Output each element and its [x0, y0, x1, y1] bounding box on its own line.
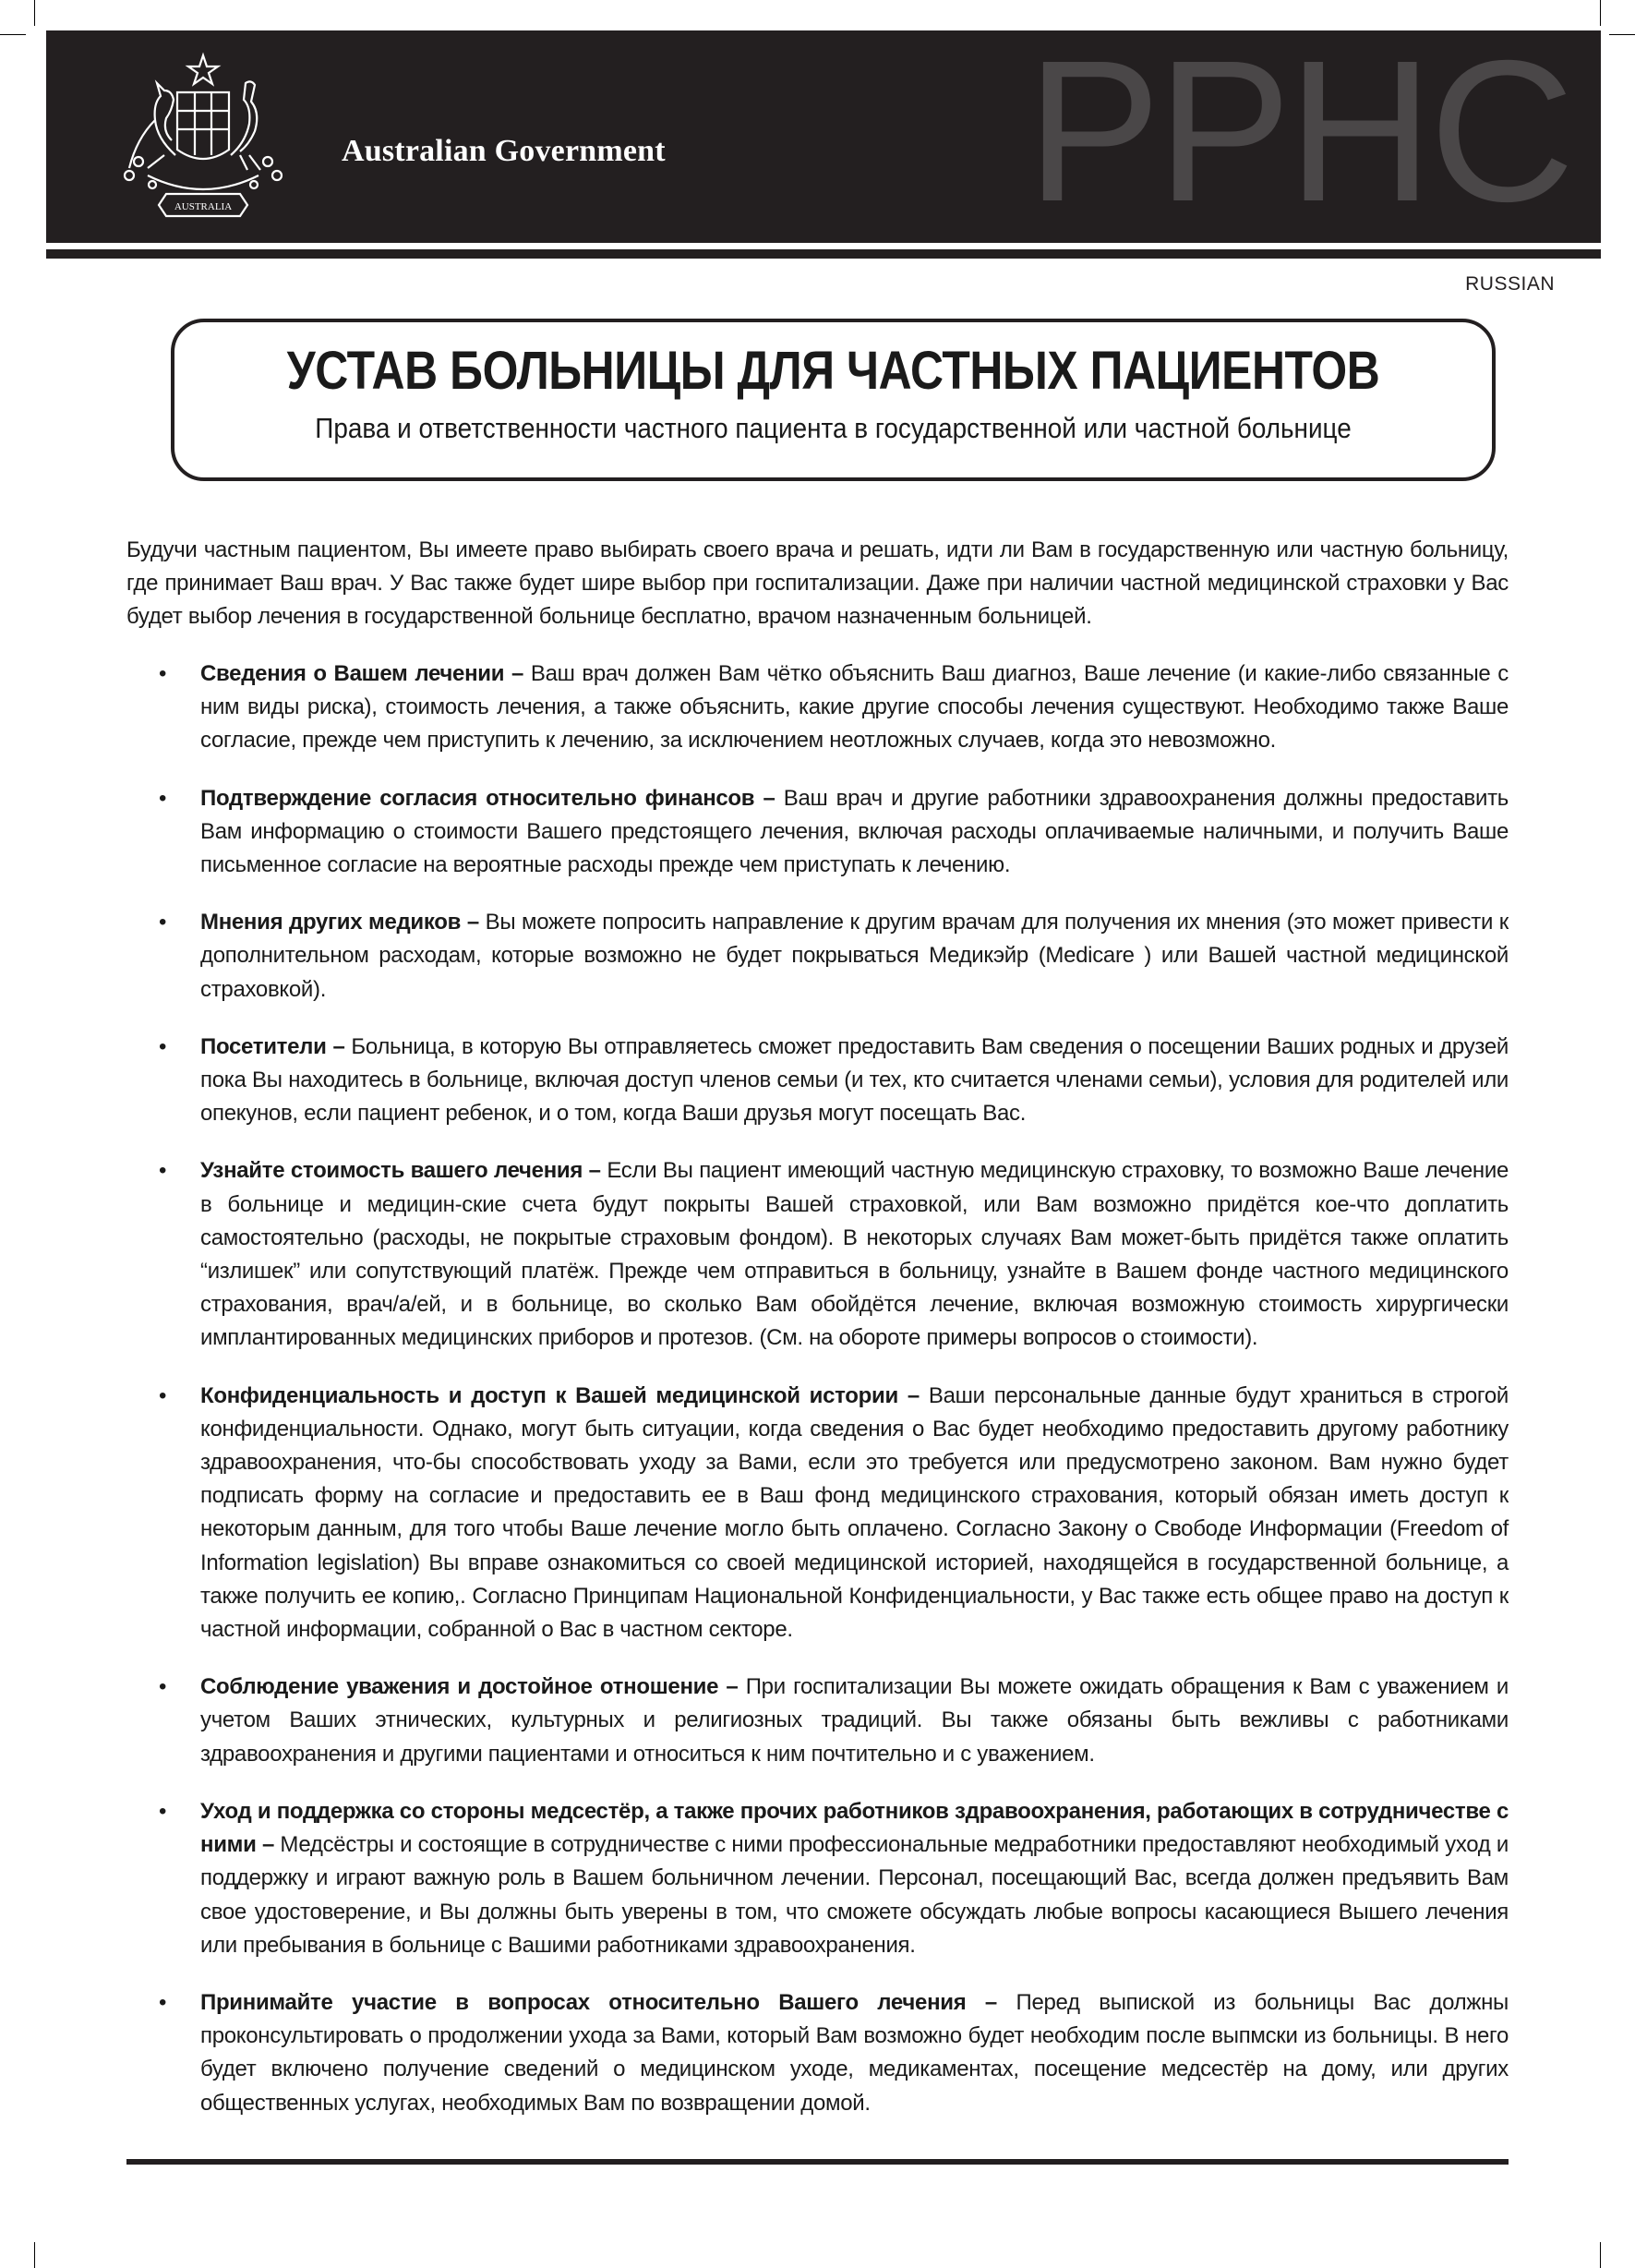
bullet: • [159, 1382, 167, 1408]
item-heading: Уход и поддержка со стороны медсестёр, а также прочих работников здравоохранения, работающих в сотрудничестве с ними – [200, 1798, 1509, 1858]
language-label: RUSSIAN [1465, 273, 1555, 295]
intro-paragraph: Будучи частным пациентом, Вы имеете право выбирать своего врача и решать, идти ли Вам в государственную или частную больницу, где принимает Ваш врач. У Вас также будет шире выбор при госпитализации. Даже при наличии частной медицинской страховки у Вас будет выбор лечения в государственной больнице бесплатно, врачом назначенным больницей. [126, 537, 1509, 629]
item-text: При госпитализации Вы можете ожидать обращения к Вам с уважением и учетом Ваших этнических, культурных и религиозных традиций. Вы также обязаны быть вежливы с работниками здравоохранения и другими пациентами и относиться к ним почтительно и с уважением. [200, 1674, 1509, 1767]
page-subtitle: Права и ответственности частного пациента в государственной или частной больнице [315, 412, 1352, 444]
item-text: Медсёстры и состоящие в сотрудничестве с ними профессиональные медработники предоставляют необходимый уход и поддержку и играют важную роль в Вашем больничном лечении. Персонал, посещающий Вас, всегда должен предъявить Вам свое удостоверение, и Вы должны быть уверены в том, что сможете обсуждать любые вопросы касающиеся Вышего лечения или пребывания в больнице с Вашими работниками здравоохранения. [200, 1832, 1509, 1958]
crop-mark [1600, 2242, 1601, 2268]
bullet: • [159, 1798, 167, 1824]
header-rule [46, 249, 1601, 259]
page-title: УСТАВ БОЛЬНИЦЫ ДЛЯ ЧАСТНЫХ ПАЦИЕНТОВ [286, 341, 1380, 401]
crop-mark [1600, 0, 1601, 26]
item-heading: Мнения других медиков – [200, 910, 479, 935]
program-code: PPHC [1027, 19, 1571, 244]
list-item [126, 1380, 1509, 1647]
bullet: • [159, 785, 167, 811]
item-text: Ваш врач и другие работники здравоохранения должны предоставить Вам информацию о стоимости Вашего предстоящего лечения, включая расходы оплачиваемые наличными, и получить Ваше письменное согласие на вероятные расходы прежде чем приступать к лечению. [200, 785, 1509, 878]
list-item [126, 1031, 1509, 1131]
list-item [126, 906, 1509, 1007]
list-item [126, 1986, 1509, 2120]
crop-mark [1609, 34, 1635, 35]
bullet: • [159, 661, 167, 686]
rights-list [126, 657, 1509, 2144]
list-item [126, 1795, 1509, 1962]
title-box [171, 319, 1496, 481]
list-item [126, 1671, 1509, 1771]
item-heading: Посетители – [200, 1033, 345, 1059]
list-item [126, 782, 1509, 883]
bullet: • [159, 1033, 167, 1059]
item-heading: Принимайте участие в вопросах относительно Вашего лечения – [200, 1989, 997, 2015]
crop-mark [34, 0, 35, 26]
item-text: Если Вы пациент имеющий частную медицинскую страховку, то возможно Ваше лечение в больнице и медицин-ские счета будут покрыты Вашей страховкой, или Вам возможно придётся кое-что доплатить самостоятельно (расходы, не покрытые страховым фондом). В некоторых случаях Вам может-быть придётся также оплатить “излишек” или сопутствующий платёж. Прежде чем отправиться в больницу, узнайте в Вашем фонде частного медицинского страхования, врач/а/ей, и в больнице, во сколько Вам обойдётся лечение, включая возможную стоимость хирургически имплантированных медицинских приборов и протезов. (См. на обороте примеры вопросов о стоимости). [200, 1158, 1509, 1351]
bullet: • [159, 910, 167, 935]
footer-rule [126, 2159, 1509, 2165]
item-heading: Конфиденциальность и доступ к Вашей медицинской истории – [200, 1382, 920, 1408]
bullet: • [159, 1674, 167, 1700]
item-heading: Подтверждение согласия относительно финансов – [200, 785, 775, 811]
list-item [126, 1154, 1509, 1355]
government-name: Australian Government [342, 134, 666, 168]
bullet: • [159, 1158, 167, 1184]
bullet: • [159, 1989, 167, 2015]
coat-of-arms-icon [92, 46, 314, 222]
item-text: Перед выпиской из больницы Вас должны проконсультировать о продолжении ухода за Вами, который Вам возможно будет необходим после выпмски из больницы. В него будет включено получение сведений о медицинском уходе, медикаментах, посещение медсестёр на дому, или других общественных услугах, необходимых Вам по возвращении домой. [200, 1989, 1509, 2116]
list-item [126, 657, 1509, 758]
item-heading: Соблюдение уважения и достойное отношение – [200, 1674, 739, 1700]
item-heading: Узнайте стоимость вашего лечения – [200, 1158, 601, 1184]
item-heading: Сведения о Вашем лечении – [200, 661, 524, 686]
item-text: Вы можете попросить направление к другим врачам для получения их мнения (это может привести к дополнительном расходам, которые возможно не будет покрываться Медикэйр (Medicare ) или Вашей частной медицинской страховкой). [200, 910, 1509, 1002]
item-text: Ваш врач должен Вам чётко объяснить Ваш диагноз, Ваше лечение (и какие-либо связанные с ним виды риска), стоимость лечения, а также объяснить, какие другие способы лечения существуют. Необходимо также Ваше согласие, прежде чем приступить к лечению, за исключением неотложных случаев, когда это невозможно. [200, 661, 1509, 754]
item-text: Ваши персональные данные будут храниться в строгой конфиденциальности. Однако, могут быть ситуации, когда сведения о Вас будет необходимо предоставить другому работнику здравоохранения, что-бы способствовать уходу за Вами, если это требуется или предусмотрено законом. Вам нужно будет подписать форму на согласие и предоставить ее в Ваш фонд медицинского страхования, который обязан иметь доступ к некоторым данным, для того чтобы Ваше лечение могло быть оплачено. Согласно Закону о Свободе Информации (Freedom of Information legislation) Вы вправе ознакомиться со своей медицинской историей, находящейся в государственной больнице, а также получить ее копию,. Согласно Принципам Национальной Конфиденциальности, у Вас также есть общее право на доступ к частной информации, собранной о Вас в частном секторе. [200, 1382, 1509, 1643]
crop-mark [0, 34, 26, 35]
item-text: Больница, в которую Вы отправляетесь сможет предоставить Вам сведения о посещении Ваших родных и друзей пока Вы находитесь в больнице, включая доступ членов семьи (и тех, кто считается членами семьи), условия для родителей или опекунов, если пациент ребенок, и о том, когда Ваши друзья могут посещать Вас. [200, 1033, 1509, 1127]
crop-mark [34, 2242, 35, 2268]
crest-scroll-text: AUSTRALIA [174, 201, 233, 212]
